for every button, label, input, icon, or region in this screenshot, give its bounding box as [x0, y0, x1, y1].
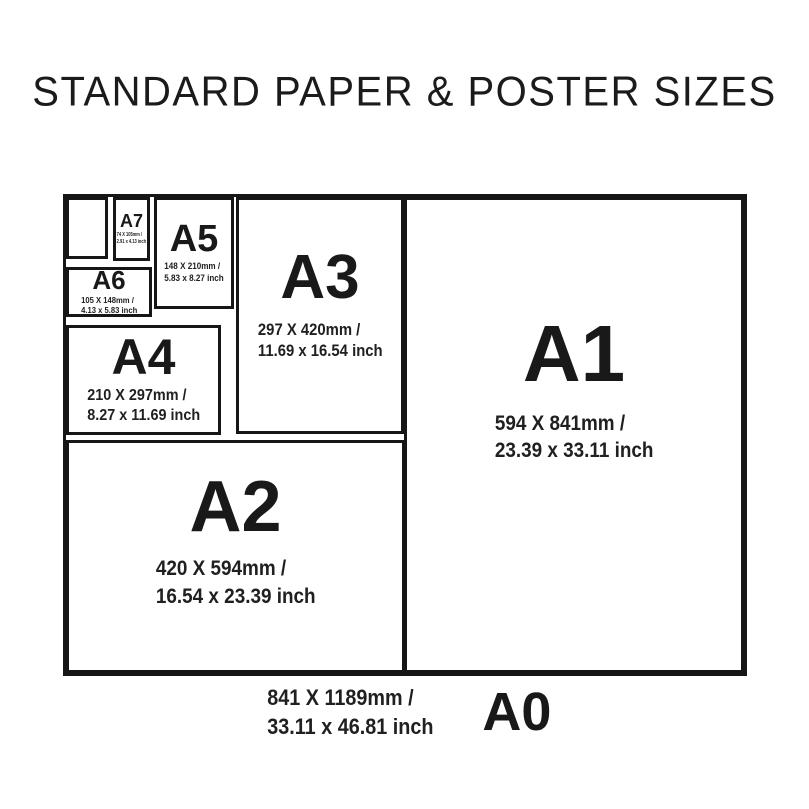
size-label-a7: A7	[119, 210, 143, 231]
a0-size-diagram	[63, 194, 747, 676]
dimensions-inch-a4: 8.27 x 11.69 inch	[87, 407, 200, 425]
dimensions-mm-a1: 594 X 841mm /	[494, 411, 625, 435]
dimensions-mm-a3: 297 X 420mm /	[257, 320, 361, 339]
dimensions-mm-a7: 74 X 105mm /	[116, 232, 143, 239]
paper-box-a6	[66, 267, 152, 317]
size-dimensions-a1	[495, 410, 654, 465]
size-label-a2: A2	[189, 467, 282, 547]
size-label-a1: A1	[522, 308, 626, 398]
dimensions-inch-a0: 33.11 x 46.81 inch	[266, 713, 434, 739]
dimensions-inch-a2: 16.54 x 23.39 inch	[155, 584, 316, 608]
size-dimensions-a3	[258, 320, 383, 363]
paper-box-a8-blank	[66, 197, 108, 259]
dimensions-mm-a6: 105 X 148mm /	[80, 294, 134, 305]
size-label-a3: A3	[280, 242, 360, 312]
dimensions-inch-a6: 4.13 x 5.83 inch	[80, 305, 138, 316]
size-dimensions-a2	[156, 555, 316, 610]
paper-box-a7	[113, 197, 150, 261]
size-label-a0: A0	[482, 681, 552, 742]
dimensions-inch-a7: 2.91 x 4.13 inch	[116, 238, 147, 245]
size-dimensions-a6	[81, 295, 137, 316]
size-label-a5: A5	[169, 218, 219, 261]
size-dimensions-a4	[87, 386, 200, 426]
dimensions-mm-a4: 210 X 297mm /	[87, 387, 187, 405]
paper-box-a4	[66, 325, 221, 435]
dimensions-inch-a1: 23.39 x 33.11 inch	[494, 439, 654, 462]
dimensions-mm-a0: 841 X 1189mm /	[266, 685, 414, 710]
dimensions-mm-a2: 420 X 594mm /	[155, 557, 286, 581]
a0-caption	[0, 681, 809, 742]
dimensions-mm-a5: 148 X 210mm /	[164, 261, 221, 272]
size-dimensions-a7	[117, 232, 146, 245]
paper-box-a1	[404, 197, 744, 673]
size-dimensions-a5	[164, 261, 223, 284]
paper-box-a5	[154, 197, 234, 309]
dimensions-inch-a3: 11.69 x 16.54 inch	[257, 341, 383, 360]
size-label-a4: A4	[111, 328, 176, 385]
page-title: STANDARD PAPER & POSTER SIZES	[32, 68, 777, 116]
paper-box-a2	[66, 440, 405, 673]
paper-box-a3	[236, 197, 404, 434]
size-dimensions-a0	[267, 684, 433, 741]
dimensions-inch-a5: 5.83 x 8.27 inch	[164, 273, 224, 284]
size-label-a6: A6	[92, 265, 126, 296]
